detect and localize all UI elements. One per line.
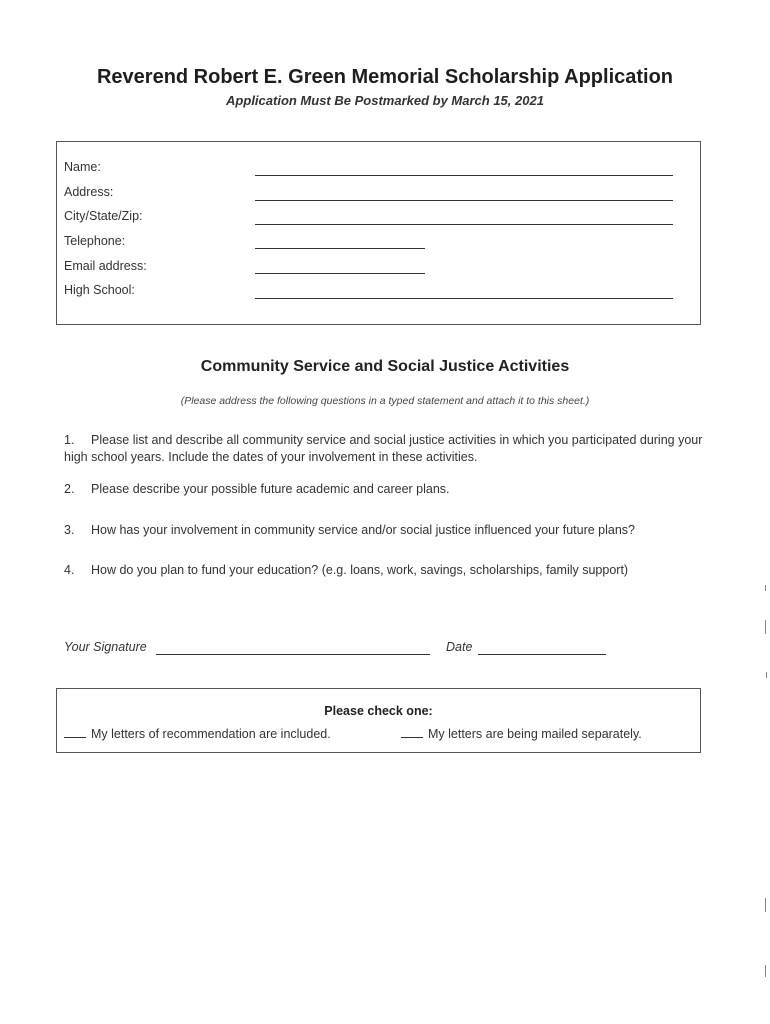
- recommendation-checkbox-box: [56, 688, 701, 753]
- scan-edge-mark: [765, 965, 766, 977]
- section-title: Community Service and Social Justice Activities: [200, 358, 570, 375]
- scan-edge-mark: [765, 585, 766, 591]
- scan-edge-mark: [765, 620, 766, 634]
- question-number: 4.: [64, 563, 75, 577]
- high-school-label: High School:: [64, 283, 135, 297]
- question-number: 1.: [64, 433, 75, 447]
- section-instructions: (Please address the following questions in a typed statement and attach it to this sheet.): [180, 395, 590, 407]
- question-text: Please list and describe all community service and social justice activities in which you participated during your high school years. Include the dates of your involvement in these activities.: [64, 433, 703, 464]
- question-4: [64, 562, 704, 579]
- date-label: Date: [446, 640, 473, 654]
- option-letters-included[interactable]: [64, 727, 331, 741]
- name-field[interactable]: [255, 175, 673, 176]
- email-field[interactable]: [255, 273, 425, 274]
- form-deadline: Application Must Be Postmarked by March 15, 2021: [226, 93, 544, 108]
- scan-edge-mark: [766, 672, 767, 678]
- telephone-label: Telephone:: [64, 234, 126, 248]
- city-state-zip-field[interactable]: [255, 224, 673, 225]
- signature-label: Your Signature: [64, 640, 147, 654]
- question-1: [64, 432, 704, 466]
- option-label: My letters are being mailed separately.: [428, 727, 642, 741]
- question-number: 3.: [64, 523, 75, 537]
- question-number: 2.: [64, 482, 75, 496]
- check-blank[interactable]: [401, 737, 423, 738]
- check-blank[interactable]: [64, 737, 86, 738]
- question-3: [64, 522, 724, 539]
- email-label: Email address:: [64, 259, 147, 273]
- option-label: My letters of recommendation are included.: [91, 727, 331, 741]
- question-text: How do you plan to fund your education? (e.g. loans, work, savings, scholarships, family support): [91, 563, 629, 577]
- question-2: [64, 481, 704, 498]
- date-field[interactable]: [478, 654, 606, 655]
- option-letters-mailed[interactable]: [401, 727, 642, 741]
- applicant-info-box: [56, 141, 701, 325]
- address-label: Address:: [64, 185, 114, 199]
- check-one-title: Please check one:: [324, 704, 433, 718]
- signature-field[interactable]: [156, 654, 430, 655]
- city-state-zip-label: City/State/Zip:: [64, 209, 143, 223]
- name-label: Name:: [64, 160, 101, 174]
- question-text: How has your involvement in community service and/or social justice influenced your future plans?: [91, 523, 636, 537]
- telephone-field[interactable]: [255, 248, 425, 249]
- question-text: Please describe your possible future academic and career plans.: [91, 482, 450, 496]
- form-title: Reverend Robert E. Green Memorial Scholarship Application: [96, 66, 674, 88]
- high-school-field[interactable]: [255, 298, 673, 299]
- scan-edge-mark: [765, 898, 766, 912]
- address-field[interactable]: [255, 200, 673, 201]
